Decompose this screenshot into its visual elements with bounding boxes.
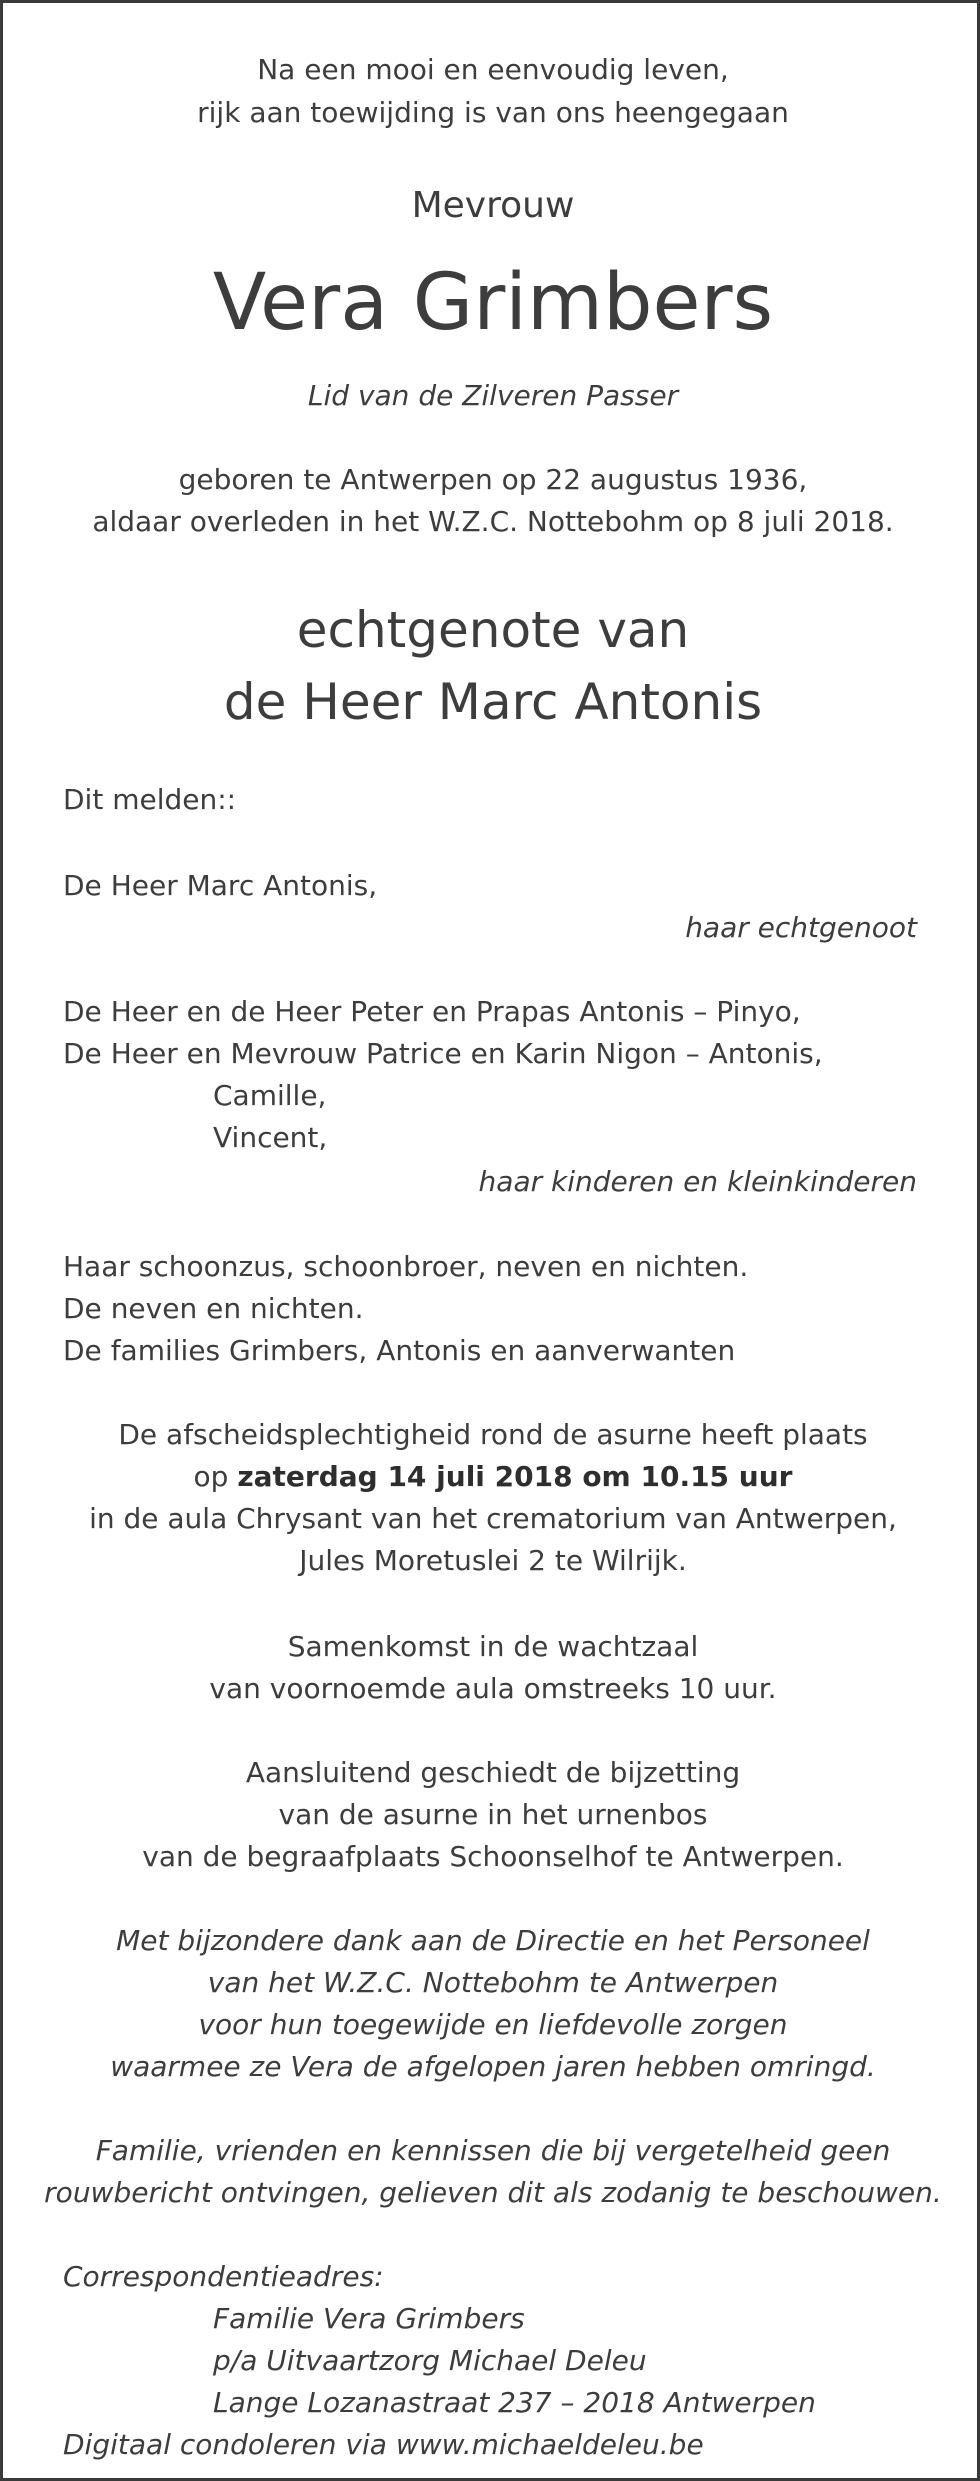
burial-line-3: van de begraafplaats Schoonselhof te Antwerpen.	[142, 1840, 844, 1873]
deceased-name: Vera Grimbers	[212, 258, 774, 348]
correspondence-line-2: p/a Uitvaartzorg Michael Deleu	[213, 2344, 647, 2377]
notice-line-1: Familie, vrienden en kennissen die bij vergetelheid geen	[95, 2134, 891, 2167]
correspondence-line-3: Lange Lozanastraat 237 – 2018 Antwerpen	[213, 2386, 816, 2419]
ceremony-line-3: in de aula Chrysant van het crematorium van Antwerpen,	[89, 1502, 897, 1535]
spouse-header-2: de Heer Marc Antonis	[223, 673, 763, 731]
ceremony-datetime: zaterdag 14 juli 2018 om 10.15 uur	[237, 1460, 793, 1493]
announce-text: Dit melden::	[63, 783, 237, 816]
thanks-line-2: van het W.Z.C. Nottebohm te Antwerpen	[207, 1966, 779, 1999]
child-line-1: De Heer en de Heer Peter en Prapas Antonis – Pinyo,	[63, 995, 801, 1028]
intro-line-1: Na een mooi en eenvoudig leven,	[257, 53, 729, 86]
spouse-role: haar echtgenoot	[685, 911, 917, 944]
online-condolence: Digitaal condoleren via www.michaeldeleu.be	[63, 2428, 704, 2461]
correspondence-label: Correspondentieadres:	[63, 2260, 384, 2293]
intro-line-2: rijk aan toewijding is van ons heengegaan	[197, 96, 789, 129]
notice-line-2: rouwbericht ontvingen, gelieven dit als zodanig te beschouwen.	[44, 2176, 942, 2209]
birth-line: geboren te Antwerpen op 22 augustus 1936,	[178, 463, 808, 496]
grandchild-1: Camille,	[213, 1079, 327, 1112]
correspondence-line-1: Familie Vera Grimbers	[213, 2302, 525, 2335]
burial-line-1: Aansluitend geschiedt de bijzetting	[245, 1756, 741, 1789]
thanks-line-3: voor hun toegewijde en liefdevolle zorgen	[198, 2008, 788, 2041]
grandchild-2: Vincent,	[213, 1121, 328, 1154]
membership: Lid van de Zilveren Passer	[307, 379, 679, 412]
burial-line-2: van de asurne in het urnenbos	[278, 1798, 708, 1831]
ceremony-line-1: De afscheidsplechtigheid rond de asurne heeft plaats	[118, 1418, 868, 1451]
thanks-line-1: Met bijzondere dank aan de Directie en het Personeel	[116, 1924, 870, 1957]
child-line-2: De Heer en Mevrouw Patrice en Karin Nigon – Antonis,	[63, 1037, 823, 1070]
death-line: aldaar overleden in het W.Z.C. Nottebohm op 8 juli 2018.	[92, 505, 894, 538]
ceremony-prefix: op	[193, 1460, 238, 1493]
gathering-line-2: van voornoemde aula omstreeks 10 uur.	[209, 1672, 777, 1705]
family-line-2: De neven en nichten.	[63, 1292, 364, 1325]
spouse-name: De Heer Marc Antonis,	[63, 869, 378, 902]
children-role: haar kinderen en kleinkinderen	[478, 1165, 917, 1198]
family-line-3: De families Grimbers, Antonis en aanverwanten	[63, 1334, 736, 1367]
spouse-header-1: echtgenote van	[296, 601, 690, 659]
ceremony-line-4: Jules Moretuslei 2 te Wilrijk.	[299, 1544, 687, 1577]
ceremony-line-2	[3, 1460, 980, 1493]
gathering-line-1: Samenkomst in de wachtzaal	[287, 1630, 699, 1663]
thanks-line-4: waarmee ze Vera de afgelopen jaren hebben omringd.	[110, 2050, 876, 2083]
title-prefix: Mevrouw	[411, 185, 575, 226]
family-line-1: Haar schoonzus, schoonbroer, neven en nichten.	[63, 1250, 749, 1283]
